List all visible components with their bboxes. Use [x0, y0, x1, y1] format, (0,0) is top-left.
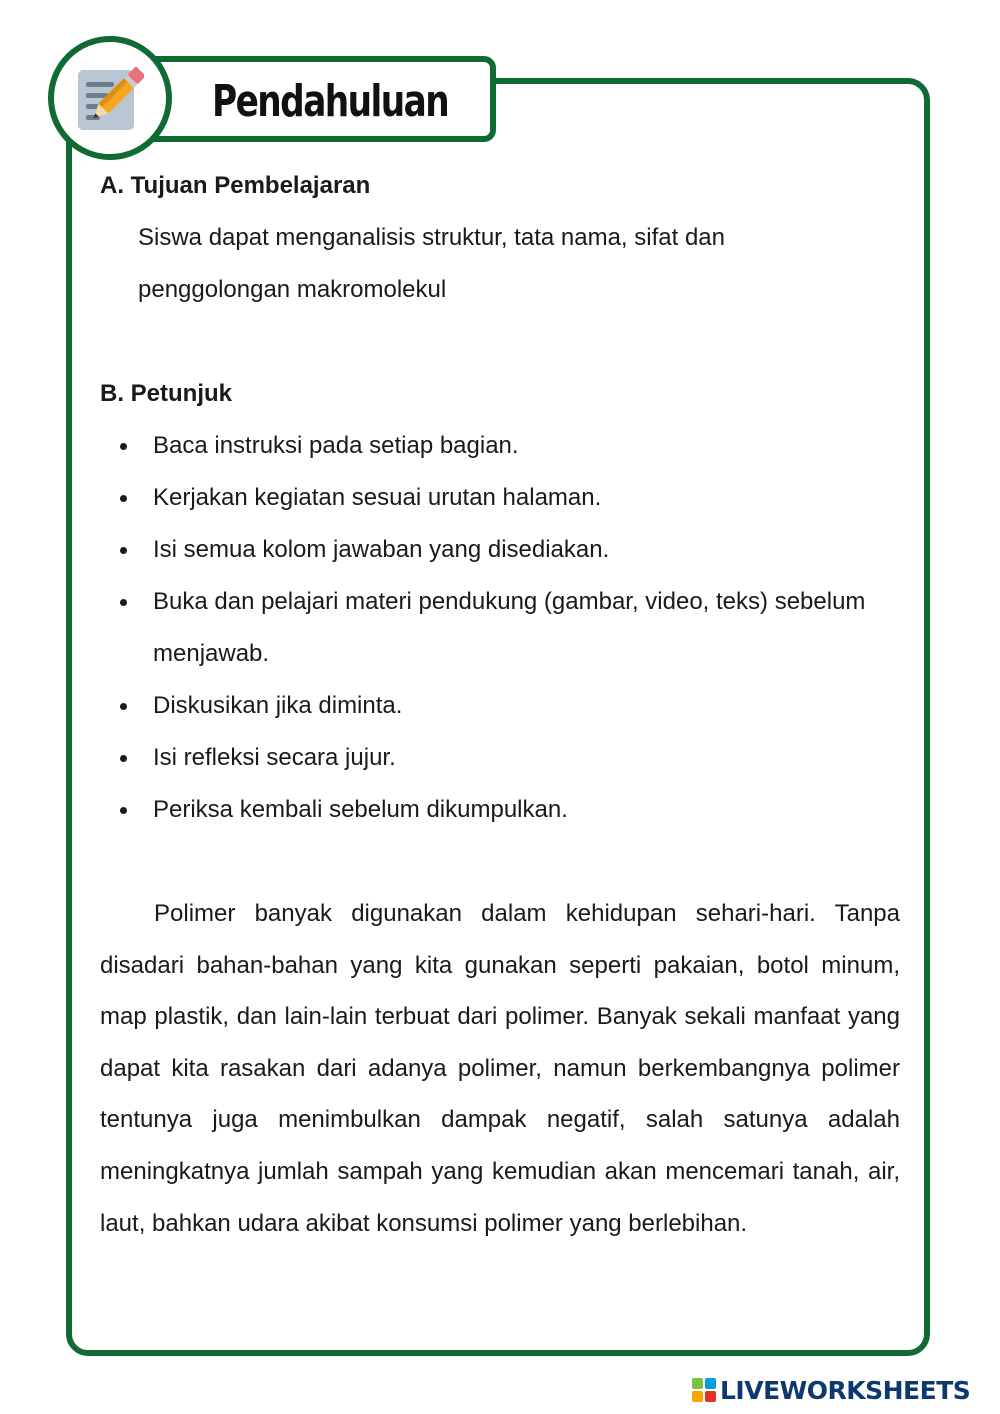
memo-pencil-icon [76, 64, 144, 134]
objective-line-2: penggolongan makromolekul [138, 276, 447, 303]
brand-name: LIVEWORKSHEETS [720, 1375, 971, 1405]
list-item: Isi semua kolom jawaban yang disediakan. [100, 524, 900, 576]
list-item: Periksa kembali sebelum dikumpulkan. [100, 784, 900, 836]
instruction-list [100, 420, 900, 836]
footer-logo[interactable] [692, 1375, 970, 1405]
list-item: Isi refleksi secara jujur. [100, 732, 900, 784]
section-b-heading: B. Petunjuk [100, 380, 233, 407]
main-content [100, 160, 900, 1249]
section-a-heading: A. Tujuan Pembelajaran [100, 172, 371, 199]
liveworksheets-logo-icon [692, 1378, 716, 1402]
list-item: Diskusikan jika diminta. [100, 680, 900, 732]
list-item: Buka dan pelajari materi pendukung (gambar, video, teks) sebelum menjawab. [100, 576, 900, 680]
icon-badge [48, 36, 172, 160]
page-title: Pendahuluan [212, 76, 449, 127]
list-item: Kerjakan kegiatan sesuai urutan halaman. [100, 472, 900, 524]
list-item: Baca instruksi pada setiap bagian. [100, 420, 900, 472]
objective-line-1: Siswa dapat menganalisis struktur, tata nama, sifat dan [138, 224, 725, 251]
intro-paragraph: Polimer banyak digunakan dalam kehidupan sehari-hari. Tanpa disadari bahan-bahan yang kita gunakan seperti pakaian, botol minum, map plastik, dan lain-lain terbuat dari polimer. Banyak sekali manfaat yang dapat kita rasakan dari adanya polimer, namun berkembangnya polimer tentunya juga menimbulkan dampak negatif, salah satunya adalah meningkatnya jumlah sampah yang kemudian akan mencemari tanah, air, laut, bahkan udara akibat konsumsi polimer yang berlebihan. [100, 900, 900, 1237]
